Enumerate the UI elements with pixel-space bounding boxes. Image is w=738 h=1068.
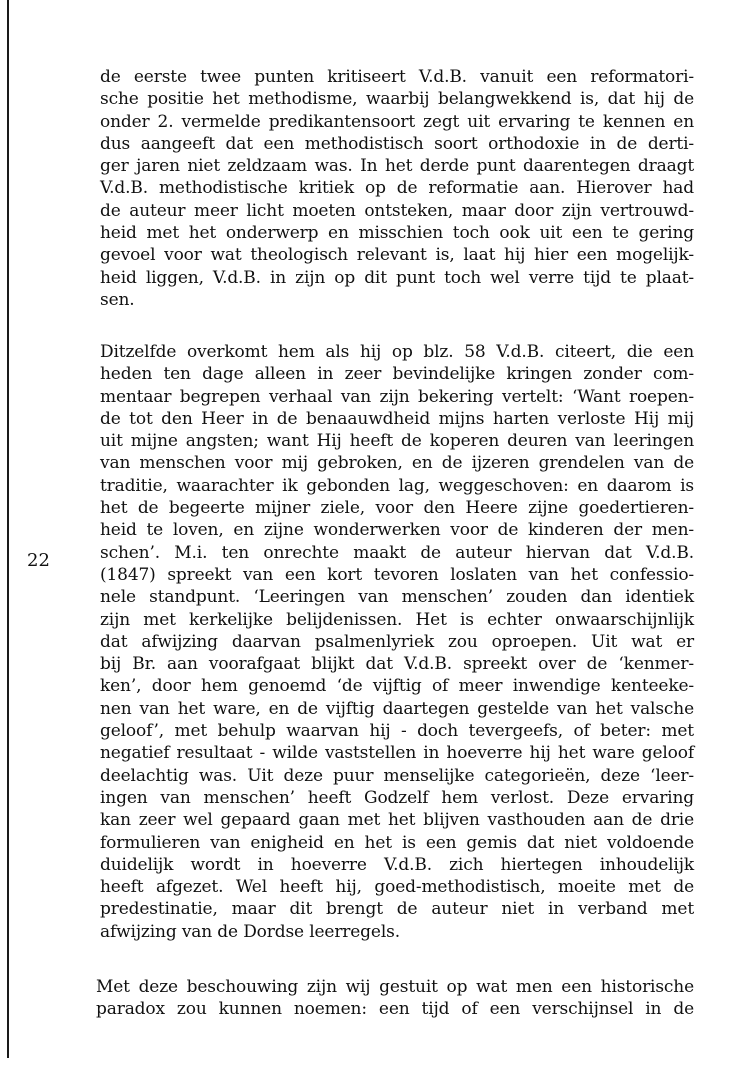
text-line: heden ten dage alleen in zeer bevindelijke kringen zonder com- [100, 364, 694, 385]
text-line: negatief resultaat - wilde vaststellen in hoeverre hij het ware geloof [100, 743, 694, 764]
text-line: ger jaren niet zeldzaam was. In het derde punt daarentegen draagt [100, 156, 694, 177]
text-line: mentaar begrepen verhaal van zijn bekering vertelt: ‘Want roepen- [100, 386, 694, 407]
text-line: de auteur meer licht moeten ontsteken, maar door zijn vertrouwd- [100, 200, 694, 221]
text-line: schen’. M.i. ten onrechte maakt de auteur hiervan dat V.d.B. [100, 542, 694, 563]
text-line: bij Br. aan voorafgaat blijkt dat V.d.B. spreekt over de ‘kenmer- [100, 654, 694, 675]
text-line: ken’, door hem genoemd ‘de vijftig of meer inwendige kenteeke- [100, 676, 694, 697]
text-line: V.d.B. methodistische kritiek op de reformatie aan. Hierover had [100, 178, 694, 199]
text-line: ingen van menschen’ heeft Godzelf hem verlost. Deze ervaring [100, 787, 694, 808]
text-line: dat afwijzing daarvan psalmenlyriek zou oproepen. Uit wat er [100, 631, 694, 652]
text-line: sche positie het methodisme, waarbij belangwekkend is, dat hij de [100, 89, 694, 110]
paragraph-3 [96, 976, 694, 1021]
text-line: duidelijk wordt in hoeverre V.d.B. zich hiertegen inhoudelijk [100, 854, 694, 875]
text-line: nele standpunt. ‘Leeringen van menschen’ zouden dan identiek [100, 587, 694, 608]
text-line: het de begeerte mijner ziele, voor den Heere zijne goedertieren- [100, 498, 694, 519]
text-line: heid met het onderwerp en misschien toch ook uit een te gering [100, 223, 694, 244]
page-left-border [7, 0, 9, 1058]
text-line: dus aangeeft dat een methodistisch soort orthodoxie in de derti- [100, 133, 694, 154]
text-line: kan zeer wel gepaard gaan met het blijven vasthouden aan de drie [100, 810, 694, 831]
text-line: heid liggen, V.d.B. in zijn op dit punt toch wel verre tijd te plaat- [100, 267, 694, 288]
text-line: (1847) spreekt van een kort tevoren loslaten van het confessio- [100, 564, 694, 585]
text-line: Ditzelfde overkomt hem als hij op blz. 58 V.d.B. citeert, die een [100, 342, 694, 362]
text-line: heeft afgezet. Wel heeft hij, goed-methodistisch, moeite met de [100, 877, 694, 898]
text-line: de eerste twee punten kritiseert V.d.B. vanuit een reformatori- [100, 67, 694, 87]
text-line: predestinatie, maar dit brengt de auteur niet in verband met [100, 899, 694, 920]
text-line: heid te loven, en zijne wonderwerken voor de kinderen der men- [100, 520, 694, 541]
text-line: gevoel voor wat theologisch relevant is, laat hij hier een mogelijk- [100, 245, 694, 266]
text-line: afwijzing van de Dordse leerregels. [100, 921, 400, 942]
text-line: onder 2. vermelde predikantensoort zegt uit ervaring te kennen en [100, 111, 694, 132]
text-line: van menschen voor mij gebroken, en de ijzeren grendelen van de [100, 453, 694, 474]
text-line: traditie, waarachter ik gebonden lag, weggeschoven: en daarom is [100, 475, 694, 496]
text-line: sen. [100, 289, 135, 310]
text-line: geloof’, met behulp waarvan hij - doch tevergeefs, of beter: met [100, 721, 694, 742]
paragraph-1 [100, 66, 694, 311]
text-line: deelachtig was. Uit deze puur menselijke categorieën, deze ‘leer- [100, 765, 694, 786]
text-line: paradox zou kunnen noemen: een tijd of een verschijnsel in de [96, 999, 694, 1020]
text-line: formulieren van enigheid en het is een gemis dat niet voldoende [100, 832, 694, 853]
text-line: Met deze beschouwing zijn wij gestuit op wat men een historische [96, 977, 694, 997]
text-line: de tot den Heer in de benaauwdheid mijns harten verloste Hij mij [100, 408, 694, 429]
paragraph-2 [100, 341, 694, 943]
text-line: zijn met kerkelijke belijdenissen. Het is echter onwaarschijnlijk [100, 609, 694, 630]
text-line: uit mijne angsten; want Hij heeft de koperen deuren van leeringen [100, 431, 694, 452]
page-number: 22 [27, 550, 50, 571]
text-line: nen van het ware, en de vijftig daartegen gestelde van het valsche [100, 698, 694, 719]
